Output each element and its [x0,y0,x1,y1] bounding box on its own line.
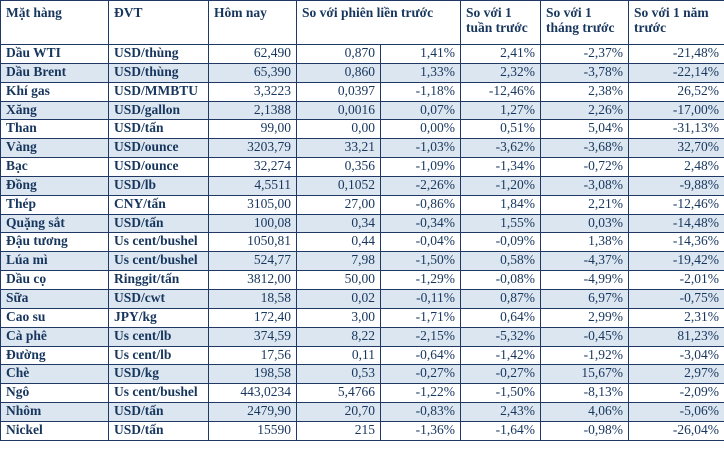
cell-commodity: Dầu cọ [1,271,109,290]
cell-change-year: -12,46% [629,195,724,214]
cell-unit: Us cent/lb [109,346,209,365]
cell-change-year: -14,36% [629,233,724,252]
cell-change-month: 2,26% [541,101,629,120]
cell-change-pct: -1,22% [381,384,461,403]
cell-change-month: -8,13% [541,384,629,403]
cell-commodity: Bạc [1,158,109,177]
table-row [1,63,724,82]
cell-change-month: -4,99% [541,271,629,290]
cell-change-abs: 0,00 [297,120,381,139]
cell-change-week: -1,64% [461,421,541,440]
cell-change-week: 0,87% [461,289,541,308]
cell-change-week: -0,09% [461,233,541,252]
column-header-today: Hôm nay [209,1,297,45]
cell-change-month: 5,04% [541,120,629,139]
cell-unit: USD/cwt [109,289,209,308]
cell-change-week: 0,58% [461,252,541,271]
cell-today: 32,274 [209,158,297,177]
cell-change-pct: -0,34% [381,214,461,233]
cell-unit: USD/thùng [109,45,209,64]
cell-change-week: 1,84% [461,195,541,214]
cell-today: 2,1388 [209,101,297,120]
column-header-change-prev-session: So với phiên liền trước [297,1,461,45]
cell-commodity: Nhôm [1,403,109,422]
cell-unit: Ringgit/tấn [109,271,209,290]
cell-today: 99,00 [209,120,297,139]
cell-change-month: 0,03% [541,214,629,233]
cell-change-pct: -0,11% [381,289,461,308]
cell-change-week: 2,43% [461,403,541,422]
cell-unit: JPY/kg [109,308,209,327]
cell-change-week: 2,41% [461,45,541,64]
cell-change-week: 0,51% [461,120,541,139]
cell-unit: Us cent/lb [109,327,209,346]
cell-today: 374,59 [209,327,297,346]
cell-change-month: 6,97% [541,289,629,308]
table-row [1,403,724,422]
column-header-commodity: Mặt hàng [1,1,109,45]
cell-change-month: 2,21% [541,195,629,214]
cell-commodity: Chè [1,365,109,384]
cell-change-month: -3,68% [541,139,629,158]
cell-change-week: -1,34% [461,158,541,177]
cell-change-year: 2,31% [629,308,724,327]
cell-change-abs: 0,34 [297,214,381,233]
table-row [1,346,724,365]
cell-unit: CNY/tấn [109,195,209,214]
cell-today: 65,390 [209,63,297,82]
cell-unit: USD/MMBTU [109,82,209,101]
cell-change-abs: 0,0016 [297,101,381,120]
cell-change-year: -2,09% [629,384,724,403]
cell-change-week: -5,32% [461,327,541,346]
cell-unit: USD/gallon [109,101,209,120]
cell-commodity: Dầu Brent [1,63,109,82]
cell-change-pct: -1,29% [381,271,461,290]
cell-today: 3203,79 [209,139,297,158]
cell-unit: USD/ounce [109,139,209,158]
cell-today: 3105,00 [209,195,297,214]
cell-change-abs: 7,98 [297,252,381,271]
cell-commodity: Cao su [1,308,109,327]
cell-change-year: 26,52% [629,82,724,101]
cell-change-year: -21,48% [629,45,724,64]
cell-commodity: Quặng sắt [1,214,109,233]
cell-today: 18,58 [209,289,297,308]
cell-change-abs: 27,00 [297,195,381,214]
table-header [1,1,724,45]
cell-change-month: 15,67% [541,365,629,384]
cell-today: 1050,81 [209,233,297,252]
column-header-change-year: So với 1 năm trước [629,1,724,45]
cell-unit: Us cent/bushel [109,252,209,271]
cell-change-month: 4,06% [541,403,629,422]
cell-change-year: 81,23% [629,327,724,346]
cell-commodity: Khí gas [1,82,109,101]
table-row [1,139,724,158]
table-row [1,308,724,327]
cell-unit: USD/tấn [109,120,209,139]
cell-commodity: Dầu WTI [1,45,109,64]
cell-commodity: Đậu tương [1,233,109,252]
cell-commodity: Cà phê [1,327,109,346]
cell-change-year: -22,14% [629,63,724,82]
cell-today: 3812,00 [209,271,297,290]
table-row [1,289,724,308]
cell-change-abs: 0,1052 [297,176,381,195]
cell-change-month: 2,99% [541,308,629,327]
cell-change-abs: 0,0397 [297,82,381,101]
cell-change-abs: 5,4766 [297,384,381,403]
cell-change-pct: -0,04% [381,233,461,252]
cell-commodity: Than [1,120,109,139]
cell-change-year: 2,97% [629,365,724,384]
cell-change-week: -1,20% [461,176,541,195]
cell-today: 443,0234 [209,384,297,403]
cell-change-week: 1,27% [461,101,541,120]
cell-change-year: -26,04% [629,421,724,440]
cell-change-year: 2,48% [629,158,724,177]
cell-change-month: -4,37% [541,252,629,271]
table-row [1,327,724,346]
table-row [1,101,724,120]
cell-change-pct: -1,18% [381,82,461,101]
cell-today: 198,58 [209,365,297,384]
cell-commodity: Vàng [1,139,109,158]
cell-today: 62,490 [209,45,297,64]
cell-change-week: -12,46% [461,82,541,101]
cell-change-week: -3,62% [461,139,541,158]
cell-change-pct: 0,00% [381,120,461,139]
table-row [1,120,724,139]
table-row [1,384,724,403]
cell-change-abs: 0,02 [297,289,381,308]
cell-change-week: 0,64% [461,308,541,327]
column-header-change-month: So với 1 tháng trước [541,1,629,45]
cell-change-pct: 0,07% [381,101,461,120]
cell-change-year: -2,01% [629,271,724,290]
cell-commodity: Nickel [1,421,109,440]
cell-today: 2479,90 [209,403,297,422]
cell-today: 172,40 [209,308,297,327]
cell-change-abs: 215 [297,421,381,440]
cell-change-pct: -1,71% [381,308,461,327]
cell-change-week: -1,50% [461,384,541,403]
cell-today: 4,5511 [209,176,297,195]
cell-unit: Us cent/bushel [109,384,209,403]
column-header-change-week: So với 1 tuần trước [461,1,541,45]
cell-change-pct: -0,64% [381,346,461,365]
cell-commodity: Lúa mì [1,252,109,271]
cell-commodity: Ngô [1,384,109,403]
table-row [1,195,724,214]
cell-unit: USD/lb [109,176,209,195]
table-row [1,365,724,384]
cell-change-abs: 0,860 [297,63,381,82]
cell-change-year: -17,00% [629,101,724,120]
table-row [1,45,724,64]
cell-change-week: 1,55% [461,214,541,233]
cell-change-month: -0,72% [541,158,629,177]
cell-change-pct: -0,83% [381,403,461,422]
table-row [1,271,724,290]
cell-today: 3,3223 [209,82,297,101]
cell-change-year: -19,42% [629,252,724,271]
cell-change-pct: -1,09% [381,158,461,177]
cell-change-pct: -2,15% [381,327,461,346]
cell-change-year: -9,88% [629,176,724,195]
table-row [1,176,724,195]
cell-commodity: Sữa [1,289,109,308]
cell-unit: USD/tấn [109,403,209,422]
cell-change-month: 2,38% [541,82,629,101]
cell-change-abs: 20,70 [297,403,381,422]
table-header-row [1,1,724,45]
cell-unit: USD/tấn [109,421,209,440]
cell-today: 17,56 [209,346,297,365]
cell-today: 100,08 [209,214,297,233]
cell-unit: Us cent/bushel [109,233,209,252]
table-body [1,45,724,441]
cell-change-abs: 0,53 [297,365,381,384]
table-row [1,214,724,233]
cell-change-year: -31,13% [629,120,724,139]
table-row [1,252,724,271]
cell-change-abs: 0,44 [297,233,381,252]
cell-change-pct: -1,36% [381,421,461,440]
cell-change-pct: -0,27% [381,365,461,384]
cell-change-year: 32,70% [629,139,724,158]
cell-change-abs: 0,870 [297,45,381,64]
cell-today: 524,77 [209,252,297,271]
cell-change-pct: 1,41% [381,45,461,64]
cell-unit: USD/ounce [109,158,209,177]
cell-change-pct: -1,50% [381,252,461,271]
cell-change-abs: 33,21 [297,139,381,158]
cell-change-year: -3,04% [629,346,724,365]
cell-change-month: -1,92% [541,346,629,365]
cell-change-abs: 3,00 [297,308,381,327]
cell-today: 15590 [209,421,297,440]
cell-change-week: -0,27% [461,365,541,384]
cell-change-abs: 0,356 [297,158,381,177]
cell-change-month: 1,38% [541,233,629,252]
cell-change-year: -5,06% [629,403,724,422]
cell-unit: USD/tấn [109,214,209,233]
cell-change-week: -0,08% [461,271,541,290]
cell-change-pct: -1,03% [381,139,461,158]
cell-change-year: -0,75% [629,289,724,308]
table-row [1,421,724,440]
table-row [1,158,724,177]
cell-change-abs: 0,11 [297,346,381,365]
cell-commodity: Xăng [1,101,109,120]
cell-commodity: Đường [1,346,109,365]
cell-change-pct: -2,26% [381,176,461,195]
cell-change-month: -3,08% [541,176,629,195]
cell-unit: USD/kg [109,365,209,384]
cell-change-pct: -0,86% [381,195,461,214]
cell-commodity: Đồng [1,176,109,195]
cell-change-week: -1,42% [461,346,541,365]
table-row [1,82,724,101]
cell-change-week: 2,32% [461,63,541,82]
column-header-unit: ĐVT [109,1,209,45]
cell-commodity: Thép [1,195,109,214]
cell-change-pct: 1,33% [381,63,461,82]
cell-change-year: -14,48% [629,214,724,233]
cell-change-month: -3,78% [541,63,629,82]
cell-change-abs: 50,00 [297,271,381,290]
cell-change-abs: 8,22 [297,327,381,346]
cell-change-month: -0,98% [541,421,629,440]
cell-change-month: -0,45% [541,327,629,346]
cell-change-month: -2,37% [541,45,629,64]
cell-unit: USD/thùng [109,63,209,82]
table-row [1,233,724,252]
